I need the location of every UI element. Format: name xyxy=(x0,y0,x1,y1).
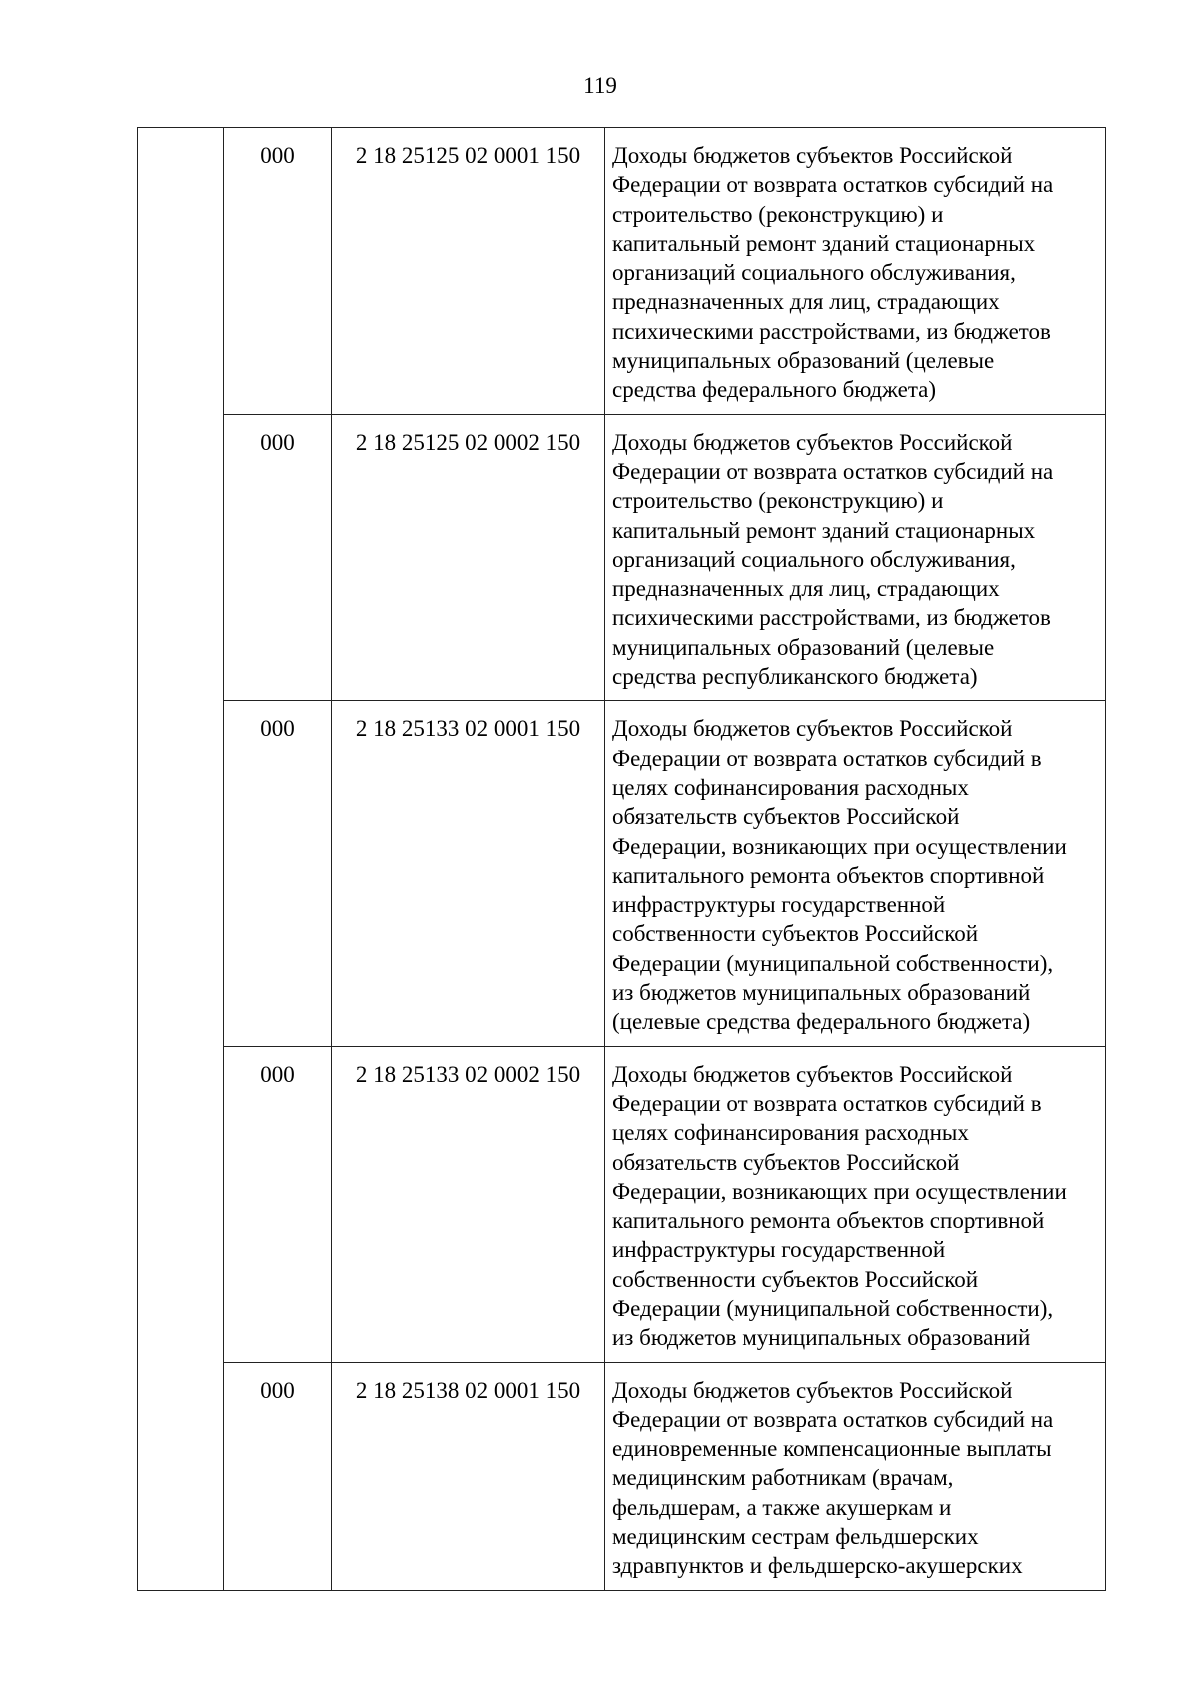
description-cell: Доходы бюджетов субъектов Российской Федерации от возврата остатков субсидий на строительство (реконструкцию) и капитальный ремонт зданий стационарных организаций социального обслуживания, предназначенных для лиц, страдающих психическими расстройствами, из бюджетов муниципальных образований (целевые средства федерального бюджета) xyxy=(605,128,1106,415)
admin-code-cell: 000 xyxy=(224,128,332,415)
admin-code-cell: 000 xyxy=(224,1046,332,1362)
description-cell: Доходы бюджетов субъектов Российской Федерации от возврата остатков субсидий на строительство (реконструкцию) и капитальный ремонт зданий стационарных организаций социального обслуживания, предназначенных для лиц, страдающих психическими расстройствами, из бюджетов муниципальных образований (целевые средства республиканского бюджета) xyxy=(605,414,1106,701)
table-row xyxy=(138,701,1106,1046)
table-row xyxy=(138,414,1106,701)
budget-code-cell: 2 18 25125 02 0002 150 xyxy=(332,414,605,701)
description-cell: Доходы бюджетов субъектов Российской Федерации от возврата остатков субсидий в целях софинансирования расходных обязательств субъектов Российской Федерации, возникающих при осуществлении капитального ремонта объектов спортивной инфраструктуры государственной собственности субъектов Российской Федерации (муниципальной собственности), из бюджетов муниципальных образований xyxy=(605,1046,1106,1362)
table-row xyxy=(138,1362,1106,1590)
empty-cell xyxy=(138,128,224,1591)
page-number: 119 xyxy=(583,73,617,98)
description-cell: Доходы бюджетов субъектов Российской Федерации от возврата остатков субсидий в целях софинансирования расходных обязательств субъектов Российской Федерации, возникающих при осуществлении капитального ремонта объектов спортивной инфраструктуры государственной собственности субъектов Российской Федерации (муниципальной собственности), из бюджетов муниципальных образований (целевые средства федерального бюджета) xyxy=(605,701,1106,1046)
budget-code-cell: 2 18 25133 02 0002 150 xyxy=(332,1046,605,1362)
budget-code-cell: 2 18 25138 02 0001 150 xyxy=(332,1362,605,1590)
budget-code-cell: 2 18 25133 02 0001 150 xyxy=(332,701,605,1046)
admin-code-cell: 000 xyxy=(224,701,332,1046)
budget-codes-table xyxy=(137,127,1106,1591)
budget-code-cell: 2 18 25125 02 0001 150 xyxy=(332,128,605,415)
admin-code-cell: 000 xyxy=(224,1362,332,1590)
table-row xyxy=(138,1046,1106,1362)
description-cell: Доходы бюджетов субъектов Российской Федерации от возврата остатков субсидий на единовременные компенсационные выплаты медицинским работникам (врачам, фельдшерам, а также акушеркам и медицинским сестрам фельдшерских здравпунктов и фельдшерско-акушерских xyxy=(605,1362,1106,1590)
table-row xyxy=(138,128,1106,415)
admin-code-cell: 000 xyxy=(224,414,332,701)
